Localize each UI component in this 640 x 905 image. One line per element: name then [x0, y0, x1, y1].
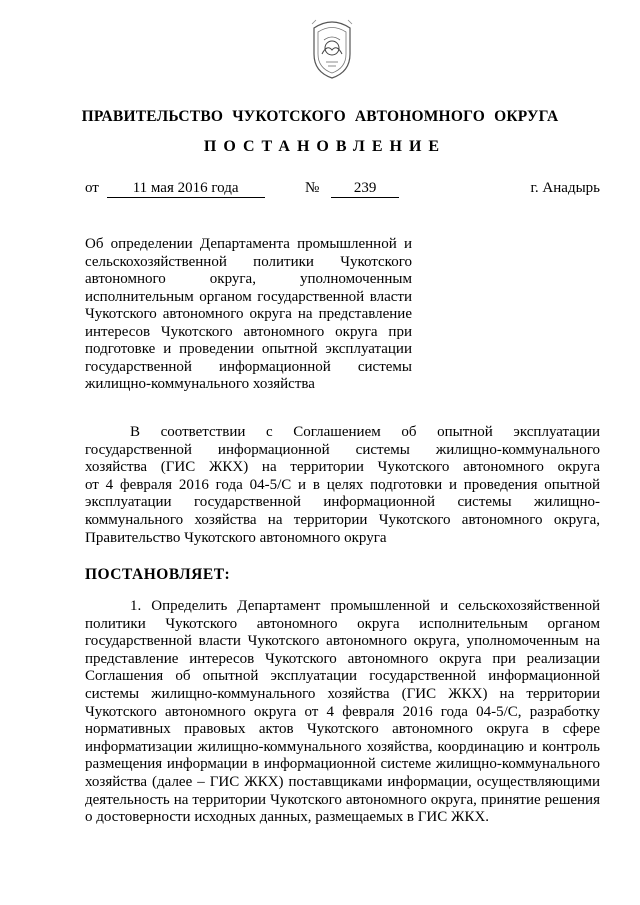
item-1-paragraph — [85, 598, 600, 827]
date-value: 11 мая 2016 года — [107, 180, 265, 198]
preamble-line: эксплуатации государственной информационной системы жилищно- — [85, 494, 600, 511]
date-field — [85, 180, 265, 198]
document-type-title: ПОСТАНОВЛЕНИЕ — [203, 138, 447, 155]
government-title: ПРАВИТЕЛЬСТВО ЧУКОТСКОГО АВТОНОМНОГО ОКРУГА — [81, 108, 559, 125]
preamble-line: государственной информационной системы жилищно-коммунального — [85, 441, 600, 458]
number-value: 239 — [331, 180, 399, 198]
subject-line: исполнительным органом государственной власти — [85, 288, 412, 305]
item-line: размещения информации в информационной системе жилищно-коммунального — [85, 756, 600, 773]
subject-line: автономного округа, уполномоченным — [85, 271, 412, 287]
number-label: № — [305, 180, 320, 196]
chukotka-coat-of-arms-icon — [304, 14, 360, 82]
item-line: представление интересов Чукотского автономного округа при реализации — [85, 650, 600, 667]
preamble-line: В соответствии с Соглашением об опытной эксплуатации — [130, 424, 600, 440]
item-line: политики Чукотского автономного округа исполнительным органом — [85, 615, 600, 632]
preamble-paragraph — [85, 424, 600, 547]
document-subject — [85, 236, 412, 394]
preamble-line: от 4 февраля 2016 года 04-5/С и в целях подготовки и проведения опытной — [85, 476, 600, 493]
item-line: системы жилищно-коммунального хозяйства (ГИС ЖКХ) на территории — [85, 685, 600, 702]
city-label: г. Анадырь — [530, 180, 600, 196]
decree-heading: ПОСТАНОВЛЯЕТ: — [85, 566, 231, 583]
preamble-line: коммунального хозяйства на территории Чукотского автономного округа, — [85, 511, 600, 528]
number-field — [305, 180, 399, 198]
item-line: деятельность на территории Чукотского автономного округа, принятие решения — [85, 791, 600, 808]
item-line: нормативных правовых актов Чукотского автономного округа в сфере — [85, 721, 600, 738]
subject-line: подготовке и проведении опытной эксплуатации — [85, 341, 412, 357]
subject-line: сельскохозяйственной политики Чукотского — [85, 253, 412, 270]
subject-line: интересов Чукотского автономного округа при — [85, 323, 412, 340]
subject-line: Чукотского автономного округа на представление — [85, 306, 412, 322]
item-line: хозяйства (далее – ГИС ЖКХ) поставщиками информации, осуществляющими — [85, 773, 600, 790]
item-line: Чукотского автономного округа от 4 февраля 2016 года 04-5/С, разработку — [85, 703, 600, 720]
item-line: 1. Определить Департамент промышленной и сельскохозяйственной — [130, 598, 600, 614]
item-line: информатизации жилищно-коммунального хозяйства, координацию и контроль — [85, 738, 600, 755]
item-line: государственной власти Чукотского автономного округа, уполномоченным на — [85, 633, 600, 650]
subject-line: жилищно-коммунального хозяйства — [85, 376, 315, 392]
date-prefix: от — [85, 180, 99, 196]
item-line: Соглашения об опытной эксплуатации государственной информационной — [85, 668, 600, 685]
preamble-line: хозяйства (ГИС ЖКХ) на территории Чукотского автономного округа — [85, 459, 600, 476]
subject-line: государственной информационной системы — [85, 358, 412, 375]
preamble-line: Правительство Чукотского автономного округа — [85, 529, 387, 546]
item-line: о достоверности исходных данных, размещаемых в ГИС ЖКХ. — [85, 809, 490, 826]
subject-line: Об определении Департамента промышленной и — [85, 236, 412, 252]
